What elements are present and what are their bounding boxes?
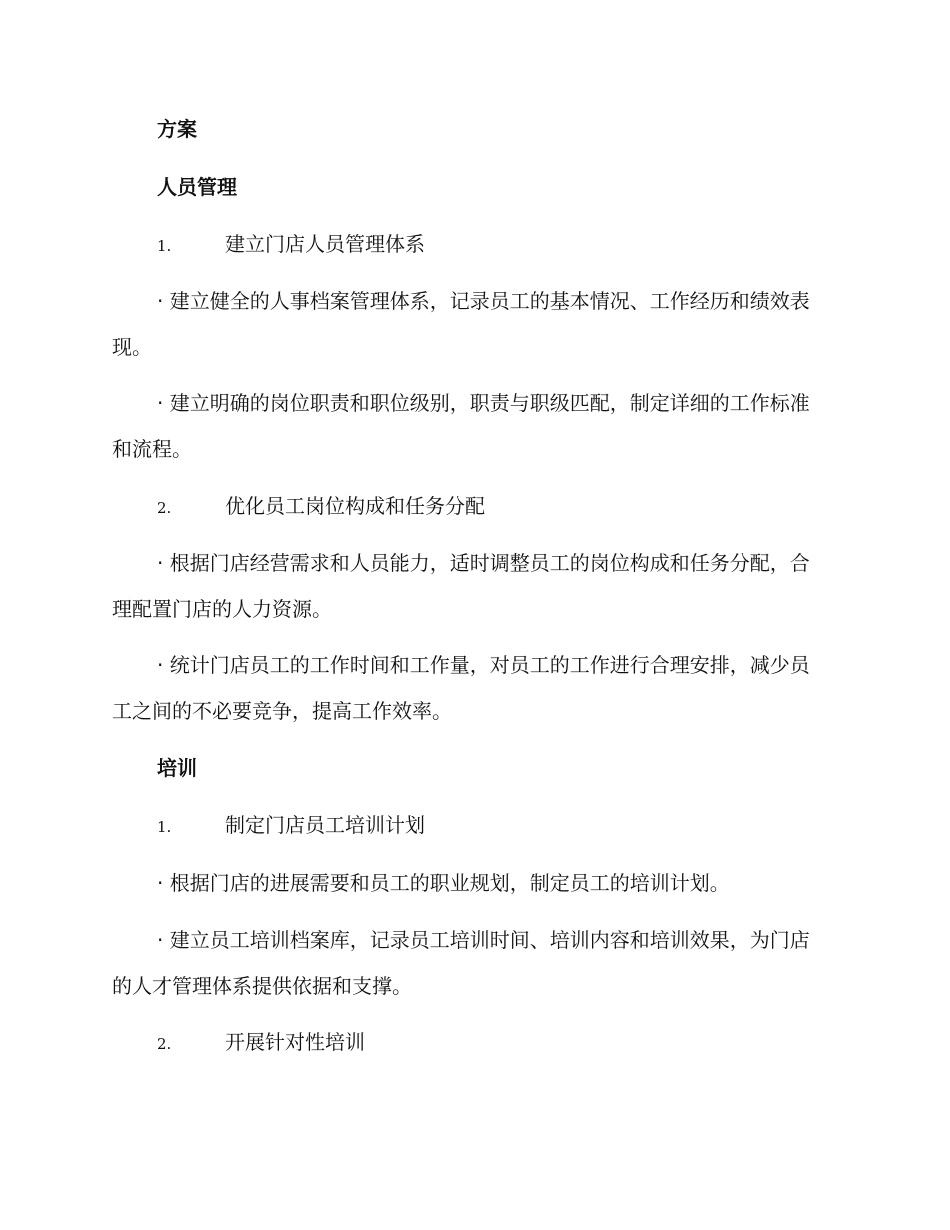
list-number: 1. xyxy=(157,237,172,255)
list-item-title xyxy=(157,810,869,842)
list-number: 2. xyxy=(157,1035,172,1053)
bullet-paragraph: · 统计门店员工的工作时间和工作量，对员工的工作进行合理安排，减少员工之间的不必要竞争，提高工作效率。 xyxy=(112,653,810,723)
section-heading-personnel: 人员管理 xyxy=(157,175,237,199)
list-item-text: 建立门店人员管理体系 xyxy=(225,232,425,256)
list-number: 1. xyxy=(157,818,172,836)
list-item-text: 开展针对性培训 xyxy=(225,1030,365,1054)
list-item-text: 制定门店员工培训计划 xyxy=(225,813,425,837)
bullet-paragraph: · 根据门店经营需求和人员能力，适时调整员工的岗位构成和任务分配，合理配置门店的人力资源。 xyxy=(112,551,810,621)
bullet-paragraph: · 建立健全的人事档案管理体系，记录员工的基本情况、工作经历和绩效表现。 xyxy=(112,289,810,359)
bullet-paragraph: · 建立明确的岗位职责和职位级别，职责与职级匹配，制定详细的工作标准和流程。 xyxy=(112,391,810,461)
list-item-title xyxy=(157,1027,869,1059)
list-item-title xyxy=(157,229,869,261)
list-number: 2. xyxy=(157,499,172,517)
bullet-paragraph: · 根据门店的进展需要和员工的职业规划，制定员工的培训计划。 xyxy=(157,871,730,895)
section-heading-training: 培训 xyxy=(157,756,197,780)
list-item-text: 优化员工岗位构成和任务分配 xyxy=(225,494,485,518)
bullet-paragraph: · 建立员工培训档案库，记录员工培训时间、培训内容和培训效果，为门店的人才管理体系提供依据和支撑。 xyxy=(112,928,810,998)
document-title: 方案 xyxy=(157,117,197,141)
list-item-title xyxy=(157,491,869,523)
